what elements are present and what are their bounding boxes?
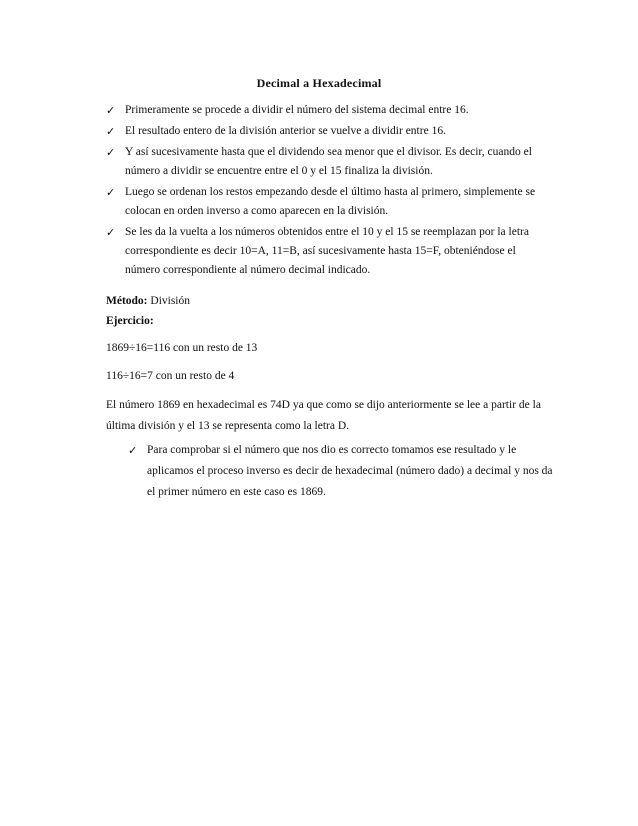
conclusion-paragraph: El número 1869 en hexadecimal es 74D ya que como se dijo anteriormente se lee a partir de la última división y el 13 se representa como la letra D. (106, 399, 541, 432)
list-item (106, 223, 546, 280)
list-item-text: El resultado entero de la división anterior se vuelve a dividir entre 16. (125, 125, 446, 137)
list-item (106, 143, 546, 181)
method-line (106, 292, 546, 311)
list-item (106, 183, 546, 221)
exercise-heading: Ejercicio: (106, 315, 154, 327)
checkmark-icon: ✓ (106, 146, 116, 159)
checkmark-icon: ✓ (106, 186, 116, 199)
list-item-text: Se les da la vuelta a los números obtenidos entre el 10 y el 15 se reemplazan por la letra correspondiente es decir 10=A, 11=B, así sucesivamente hasta 15=F, obteniéndose el número correspondiente al número decimal indicado. (125, 226, 529, 276)
list-item-text: Y así sucesivamente hasta que el dividendo sea menor que el divisor. Es decir, cuando el número a dividir se encuentre entre el 0 y el 15 finaliza la división. (125, 146, 532, 177)
list-item (106, 122, 546, 141)
checkmark-icon: ✓ (106, 125, 116, 138)
checkmark-icon: ✓ (106, 226, 116, 239)
checkmark-icon: ✓ (128, 444, 138, 457)
checkmark-icon: ✓ (106, 104, 116, 117)
verification-text: Para comprobar si el número que nos dio es correcto tomamos ese resultado y le aplicamos el proceso inverso es decir de hexadecimal (número dado) a decimal y nos da el primer número en este caso es 1869. (147, 444, 553, 498)
method-value: División (147, 295, 191, 307)
list-item (106, 101, 546, 120)
list-item-text: Primeramente se procede a dividir el número del sistema decimal entre 16. (125, 104, 469, 116)
exercise-step: 1869÷16=116 con un resto de 13 (106, 342, 258, 354)
method-label: Método: (106, 295, 148, 307)
exercise-step: 116÷16=7 con un resto de 4 (106, 370, 235, 382)
steps-checklist (106, 101, 546, 282)
list-item-text: Luego se ordenan los restos empezando desde el último hasta al primero, simplemente se colocan en orden inverso a como aparecen en la división. (125, 186, 536, 217)
document-title: Decimal a Hexadecimal (256, 76, 382, 90)
verification-item (128, 440, 557, 503)
